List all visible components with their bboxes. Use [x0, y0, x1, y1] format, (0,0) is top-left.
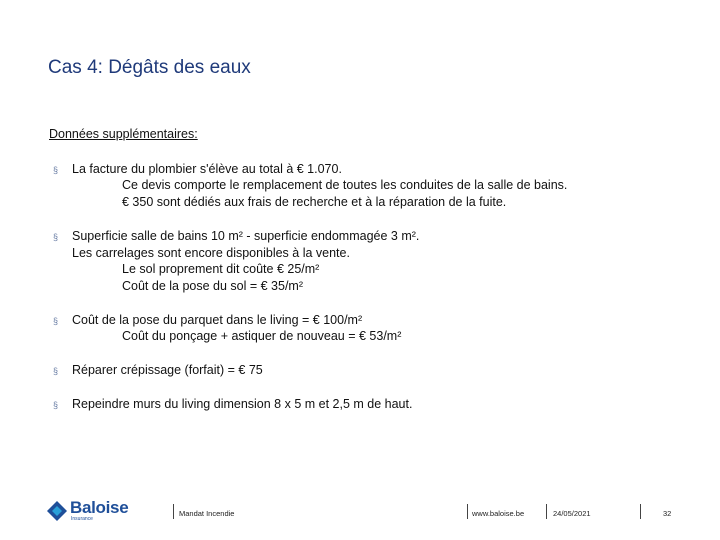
footer-website: www.baloise.be: [472, 509, 525, 518]
item-5-text: Repeindre murs du living dimension 8 x 5 m et 2,5 m de haut.: [72, 397, 413, 411]
page-number: 32: [663, 509, 672, 518]
slide-title: Cas 4: Dégâts des eaux: [48, 57, 251, 78]
baloise-logo: [46, 499, 136, 525]
bullet-marker: §: [53, 400, 59, 410]
footer-date: 24/05/2021: [553, 509, 591, 518]
item-3-text: Coût de la pose du parquet dans le living = € 100/m²: [72, 313, 363, 327]
footer-label: Mandat Incendie: [179, 509, 235, 518]
bullet-marker: §: [53, 232, 59, 242]
item-2-text: Superficie salle de bains 10 m² - superficie endommagée 3 m².: [72, 229, 420, 243]
item-2-sub-1: Le sol proprement dit coûte € 25/m²: [122, 262, 320, 276]
subheading: Données supplémentaires:: [49, 127, 198, 141]
item-1-text: La facture du plombier s'élève au total à € 1.070.: [72, 162, 342, 176]
bullet-marker: §: [53, 366, 59, 376]
item-2-text-2: Les carrelages sont encore disponibles à la vente.: [72, 246, 350, 260]
item-2-sub-2: Coût de la pose du sol = € 35/m²: [122, 279, 304, 293]
logo-wordmark: Baloise: [70, 498, 129, 517]
footer-divider: [546, 504, 547, 519]
item-1-sub-1: Ce devis comporte le remplacement de toutes les conduites de la salle de bains.: [122, 178, 568, 192]
baloise-logo-mark-icon: [46, 500, 68, 522]
bullet-marker: §: [53, 165, 59, 175]
item-4-text: Réparer crépissage (forfait) = € 75: [72, 363, 263, 377]
footer-divider: [467, 504, 468, 519]
bullet-marker: §: [53, 316, 59, 326]
logo-subtext: Insurance: [71, 516, 93, 522]
footer-divider: [640, 504, 641, 519]
item-3-sub-1: Coût du ponçage + astiquer de nouveau = € 53/m²: [122, 329, 402, 343]
footer-divider: [173, 504, 174, 519]
item-1-sub-2: € 350 sont dédiés aux frais de recherche et à la réparation de la fuite.: [122, 195, 507, 209]
